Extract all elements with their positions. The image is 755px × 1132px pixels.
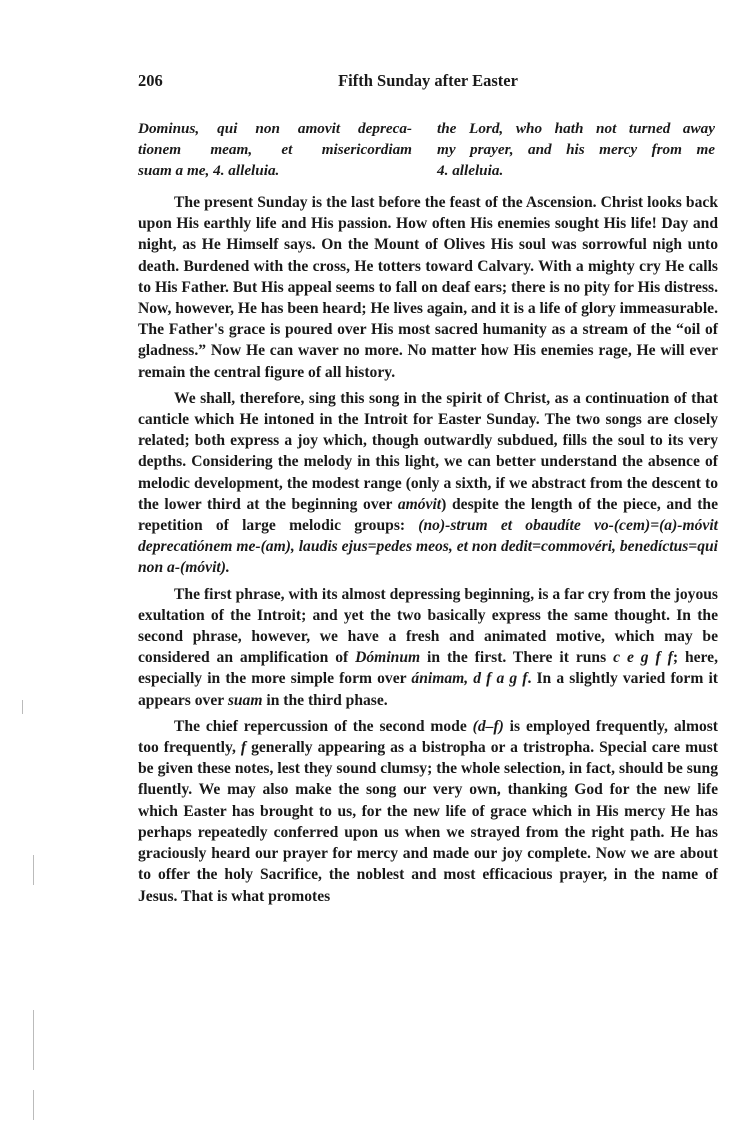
- latin-line: tionem meam, et misericordiam: [138, 141, 412, 158]
- page-number: 206: [138, 71, 163, 90]
- running-header: [138, 71, 718, 95]
- margin-mark: [33, 855, 34, 885]
- paragraph: The present Sunday is the last before the feast of the Ascension. Christ looks back upon His earthly life and His passion. How often His enemies sought His life! Day and night, as He Himself says. On the Mount of Olives His soul was sorrowful nigh unto death. Burdened with the cross, He totters toward Calvary. With a mighty cry He calls to His Father. But His appeal seems to fall on deaf ears; there is no pity for His distress. Now, however, He has been heard; He lives again, and it is a life of glory immeasurable. The Father's grace is poured over His most sacred humanity as a stream of the “oil of gladness.” Now He can waver no more. No matter how His enemies rage, He will ever remain the central figure of all history.: [138, 194, 718, 381]
- latin-line: suam a me, 4. alleluia.: [138, 162, 280, 179]
- english-translation: [437, 118, 715, 181]
- margin-mark: [33, 1010, 34, 1070]
- paragraph: We shall, therefore, sing this song in the spirit of Christ, as a continuation of that canticle which He intoned in the Introit for Easter Sunday. The two songs are closely related; both express a joy which, though outwardly subdued, fills the soul to its very depths. Considering the melody in this light, we can better understand the absence of melodic development, the modest range (only a sixth, if we abstract from the descent to the lower third at the beginning over amóvit) despite the length of the piece, and the repetition of large melodic groups: (no)-strum et obaudíte vo-(cem)=(a)-móvit deprecatiónem me-(am), laudis ejus=pedes meos, et non dedit=commovéri, benedíctus=qui non a-(móvit).: [138, 389, 718, 577]
- latin-line: Dominus, qui non amovit depreca-: [138, 120, 412, 137]
- paragraph: The chief repercussion of the second mode (d–f) is employed frequently, almost too frequently, f generally appearing as a bistropha or a tristropha. Special care must be given these notes, lest they sound clumsy; the whole selection, in fact, should be sung fluently. We may also make the song our very own, thanking God for the new life which Easter has brought to us, for the new life of grace which in His mercy He has perhaps repeatedly conferred upon us when we strayed from the right path. He has graciously heard our prayer for mercy and made our joy complete. Now we are about to offer the holy Sacrifice, the noblest and most efficacious prayer, in the name of Jesus. That is what promotes: [138, 717, 718, 905]
- english-line: the Lord, who hath not turned away: [437, 120, 715, 137]
- margin-mark: [22, 700, 23, 714]
- english-line: 4. alleluia.: [437, 162, 504, 179]
- latin-text: [138, 118, 412, 181]
- margin-mark: [33, 1090, 34, 1120]
- english-line: my prayer, and his mercy from me: [437, 141, 715, 158]
- page-title: Fifth Sunday after Easter: [338, 71, 518, 90]
- commentary: [138, 192, 718, 912]
- paragraph: The first phrase, with its almost depressing beginning, is a far cry from the joyous exultation of the Introit; and yet the two basically express the same thought. In the second phrase, however, we have a fresh and animated motive, which may be considered an amplification of Dóminum in the first. There it runs c e g f f; here, especially in the more simple form over ánimam, d f a g f. In a slightly varied form it appears over suam in the third phase.: [138, 585, 718, 709]
